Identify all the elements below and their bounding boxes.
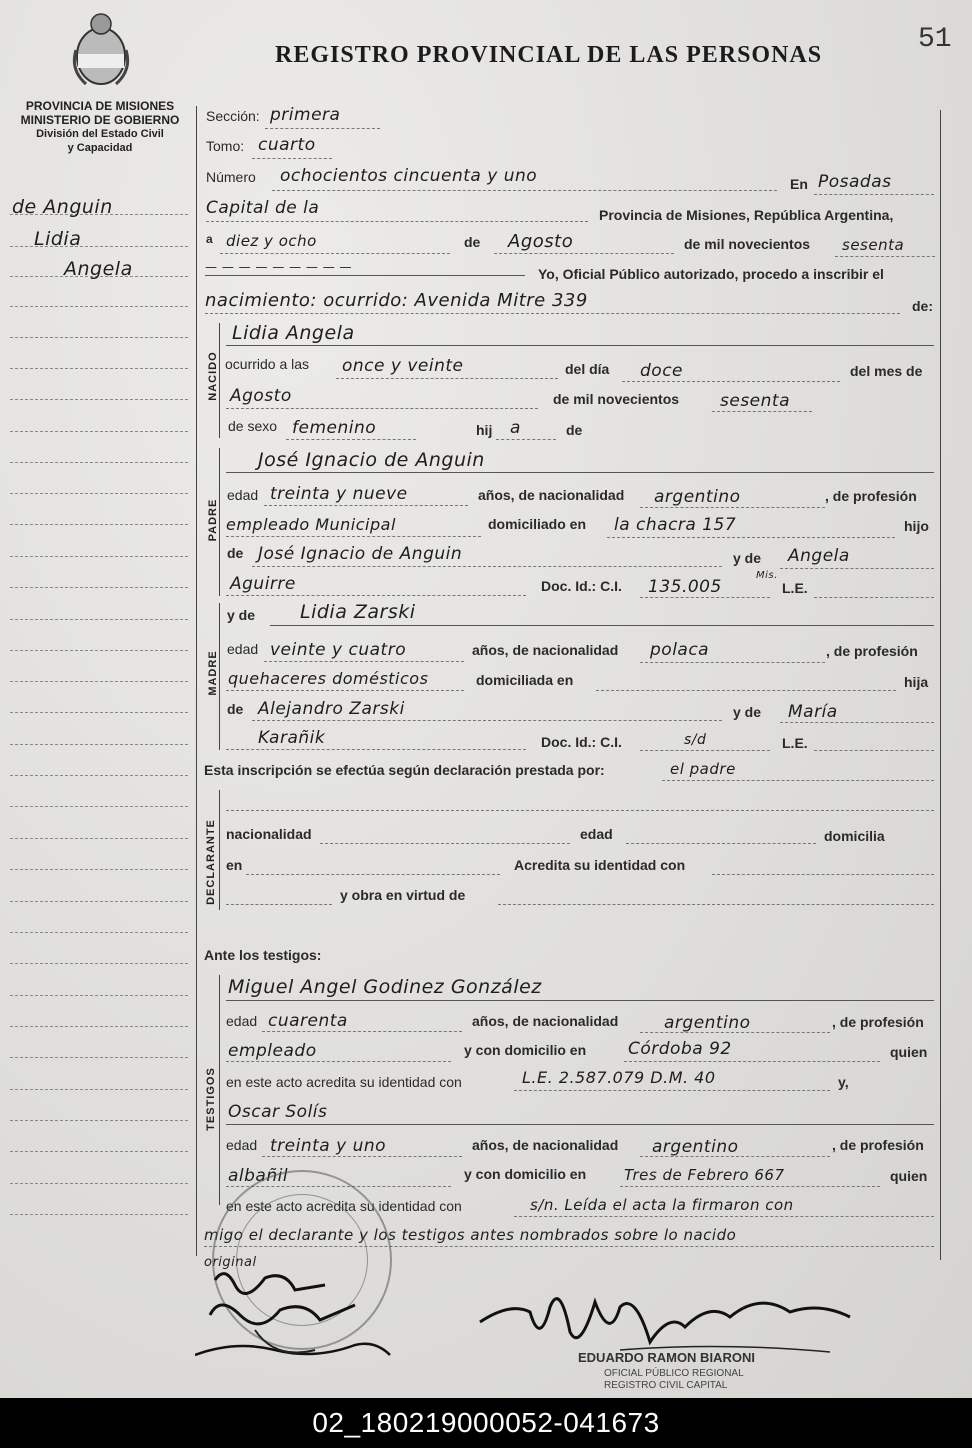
testigo1-prof-label: , de profesión xyxy=(832,1014,924,1030)
en-value: Posadas xyxy=(818,172,892,192)
dia-value: diez y ocho xyxy=(226,232,317,250)
nacido-del-mes-label: del mes de xyxy=(850,363,923,379)
cierre-1: migo el declarante y los testigos antes nombrados sobre lo nacido xyxy=(204,1226,737,1244)
oficial-label: Yo, Oficial Público autorizado, procedo a inscribir el xyxy=(538,266,884,282)
testigos-ante-label: Ante los testigos: xyxy=(204,947,322,963)
provincia-label: Provincia de Misiones, República Argentina, xyxy=(599,207,894,223)
cierre-2: original xyxy=(204,1255,257,1270)
testigo1-profesion: empleado xyxy=(228,1041,317,1061)
madre-de-label: de xyxy=(227,701,244,717)
testigo2-nac-label: años, de nacionalidad xyxy=(472,1137,619,1153)
madre-yde-label: y de xyxy=(227,607,256,623)
testigo2-prof-label: , de profesión xyxy=(832,1137,924,1153)
coat-of-arms-icon xyxy=(66,10,136,90)
nacido-hij: a xyxy=(510,418,521,438)
declarante-nac-label: nacionalidad xyxy=(226,826,312,842)
tomo-value: cuarto xyxy=(258,135,316,155)
oficial-nombre: EDUARDO RAMON BIARONI xyxy=(578,1350,755,1365)
office-header xyxy=(8,99,192,155)
testigo2-dom-label: y con domicilio en xyxy=(464,1166,587,1182)
anio-value: sesenta xyxy=(842,236,905,254)
nacido-hij-label: hij xyxy=(476,422,493,438)
madre-padre-de: Alejandro Zarski xyxy=(258,699,405,719)
declaracion-label: Esta inscripción se efectúa según declaración prestada por: xyxy=(204,762,605,778)
office-line-3: División del Estado Civil xyxy=(36,128,164,140)
madre-le-label: L.E. xyxy=(782,735,808,751)
testigo1-nac-label: años, de nacionalidad xyxy=(472,1013,619,1029)
madre-madre-de: María xyxy=(788,702,838,722)
madre-nacionalidad: polaca xyxy=(650,640,710,660)
padre-edad-label: edad xyxy=(227,487,259,503)
nacido-de-label: de xyxy=(566,422,583,438)
testigo2-domicilio: Tres de Febrero 667 xyxy=(624,1166,785,1184)
nacido-ocurrido-label: ocurrido a las xyxy=(225,356,310,372)
madre-hija-label: hija xyxy=(904,674,929,690)
madre-madre-de-2: Karañik xyxy=(258,728,326,748)
padre-le-label: L.E. xyxy=(782,580,808,596)
testigo1-acredita-label: en este acto acredita su identidad con xyxy=(226,1074,462,1090)
madre-edad-label: edad xyxy=(227,641,259,657)
nacido-sexo: femenino xyxy=(292,418,377,438)
declarante-en-label: en xyxy=(226,857,243,873)
testigo1-domicilio: Córdoba 92 xyxy=(628,1039,732,1059)
madre-profesion: quehaceres domésticos xyxy=(228,669,429,688)
padre-dom-label: domiciliado en xyxy=(488,516,587,532)
en-label: En xyxy=(790,176,808,192)
madre-nombre: Lidia Zarski xyxy=(300,601,416,623)
madre-yde2-label: y de xyxy=(733,704,762,720)
nacido-mes: Agosto xyxy=(230,386,292,406)
de-label: de xyxy=(464,234,481,250)
padre-section-label: PADRE xyxy=(207,498,219,542)
testigo2-nacionalidad: argentino xyxy=(652,1137,739,1157)
page-number: 51 xyxy=(918,24,952,55)
seccion-value: primera xyxy=(270,105,341,125)
nacido-sexo-label: de sexo xyxy=(228,418,278,434)
nacido-section-label: NACIDO xyxy=(207,351,219,401)
testigo2-quien-label: quien xyxy=(890,1168,928,1184)
testigo1-edad-label: edad xyxy=(226,1013,258,1029)
madre-ci: s/d xyxy=(684,732,707,748)
padre-madre-de-2: Aguirre xyxy=(230,574,296,594)
padre-domicilio: la chacra 157 xyxy=(614,515,737,535)
nacido-dia: doce xyxy=(640,361,683,381)
nacido-anio: sesenta xyxy=(720,391,790,411)
margin-note-3: Angela xyxy=(64,258,133,280)
declaracion-por: el padre xyxy=(670,760,736,778)
testigo1-quien-label: quien xyxy=(890,1044,928,1060)
inscribir-value: nacimiento: ocurrido: Avenida Mitre 339 xyxy=(205,290,588,311)
testigos-section-label: TESTIGOS xyxy=(205,1067,217,1131)
mes-value: Agosto xyxy=(508,231,574,252)
office-line-2: MINISTERIO DE GOBIERNO xyxy=(20,113,180,127)
tomo-label: Tomo: xyxy=(206,138,245,154)
seccion-label: Sección: xyxy=(206,108,260,124)
padre-de-label: de xyxy=(227,545,244,561)
testigo1-nacionalidad: argentino xyxy=(664,1013,751,1033)
margin-note-1: de Anguin xyxy=(12,196,113,218)
padre-nac-label: años, de nacionalidad xyxy=(478,487,625,503)
padre-prof-label: , de profesión xyxy=(825,488,917,504)
oficial-cargo-2: REGISTRO CIVIL CAPITAL xyxy=(604,1380,728,1391)
capital-value: Capital de la xyxy=(206,198,320,218)
nacido-del-dia-label: del día xyxy=(565,361,610,377)
testigo2-profesion: albañil xyxy=(228,1166,289,1186)
padre-yde-label: y de xyxy=(733,550,762,566)
testigo2-acredita-label: en este acto acredita su identidad con xyxy=(226,1198,462,1214)
testigo1-nombre: Miguel Angel Godinez González xyxy=(228,976,542,998)
testigo2-edad-label: edad xyxy=(226,1137,258,1153)
page-title: REGISTRO PROVINCIAL DE LAS PERSONAS xyxy=(275,42,823,68)
testigo1-id: L.E. 2.587.079 D.M. 40 xyxy=(522,1068,716,1087)
office-line-4: y Capacidad xyxy=(67,142,133,154)
declarante-section-label: DECLARANTE xyxy=(205,819,217,905)
dash-value: — — — — — — — — — xyxy=(205,260,353,274)
nacido-nombre: Lidia Angela xyxy=(232,322,355,344)
madre-nac-label: años, de nacionalidad xyxy=(472,642,619,658)
madre-prof-label: , de profesión xyxy=(826,643,918,659)
document-id-footer: 02_180219000052-041673 xyxy=(0,1398,972,1448)
nacido-mil-label: de mil novecientos xyxy=(553,391,680,407)
madre-dom-label: domiciliada en xyxy=(476,672,574,688)
numero-value: ochocientos cincuenta y uno xyxy=(280,166,538,186)
padre-hijo-label: hijo xyxy=(904,518,929,534)
mil-label: de mil novecientos xyxy=(684,236,811,252)
padre-madre-de: Angela xyxy=(788,546,850,566)
padre-profesion: empleado Municipal xyxy=(226,515,396,534)
padre-ci-sup: Mis. xyxy=(756,570,778,581)
nacido-hora: once y veinte xyxy=(342,356,464,376)
oficial-cargo-1: OFICIAL PÚBLICO REGIONAL xyxy=(604,1368,744,1379)
declarante-edad-label: edad xyxy=(580,826,613,842)
office-line-1: PROVINCIA DE MISIONES xyxy=(25,99,175,113)
madre-edad: veinte y cuatro xyxy=(270,640,407,660)
declarante-virtud-label: y obra en virtud de xyxy=(340,887,466,903)
testigo2-nombre: Oscar Solís xyxy=(228,1102,328,1122)
padre-ci: 135.005 xyxy=(648,577,722,597)
testigo2-edad: treinta y uno xyxy=(270,1136,387,1156)
padre-nombre: José Ignacio de Anguin xyxy=(258,449,485,471)
testigo1-y-label: y, xyxy=(838,1074,849,1090)
testigo2-id: s/n. Leída el acta la firmaron con xyxy=(530,1196,794,1214)
a-label: a xyxy=(206,232,213,246)
declarante-acredita-label: Acredita su identidad con xyxy=(514,857,686,873)
de-end-label: de: xyxy=(912,298,933,314)
padre-nacionalidad: argentino xyxy=(654,487,741,507)
numero-label: Número xyxy=(206,169,256,185)
testigo1-edad: cuarenta xyxy=(268,1011,348,1031)
signatures-left xyxy=(195,1260,395,1385)
declarante-domicilia-label: domicilia xyxy=(824,828,885,844)
padre-doc-label: Doc. Id.: C.I. xyxy=(541,578,622,594)
madre-section-label: MADRE xyxy=(207,650,219,696)
margin-note-2: Lidia xyxy=(34,228,82,250)
padre-padre-de: José Ignacio de Anguin xyxy=(258,544,463,564)
testigo1-dom-label: y con domicilio en xyxy=(464,1042,587,1058)
padre-edad: treinta y nueve xyxy=(270,484,408,504)
madre-doc-label: Doc. Id.: C.I. xyxy=(541,734,622,750)
